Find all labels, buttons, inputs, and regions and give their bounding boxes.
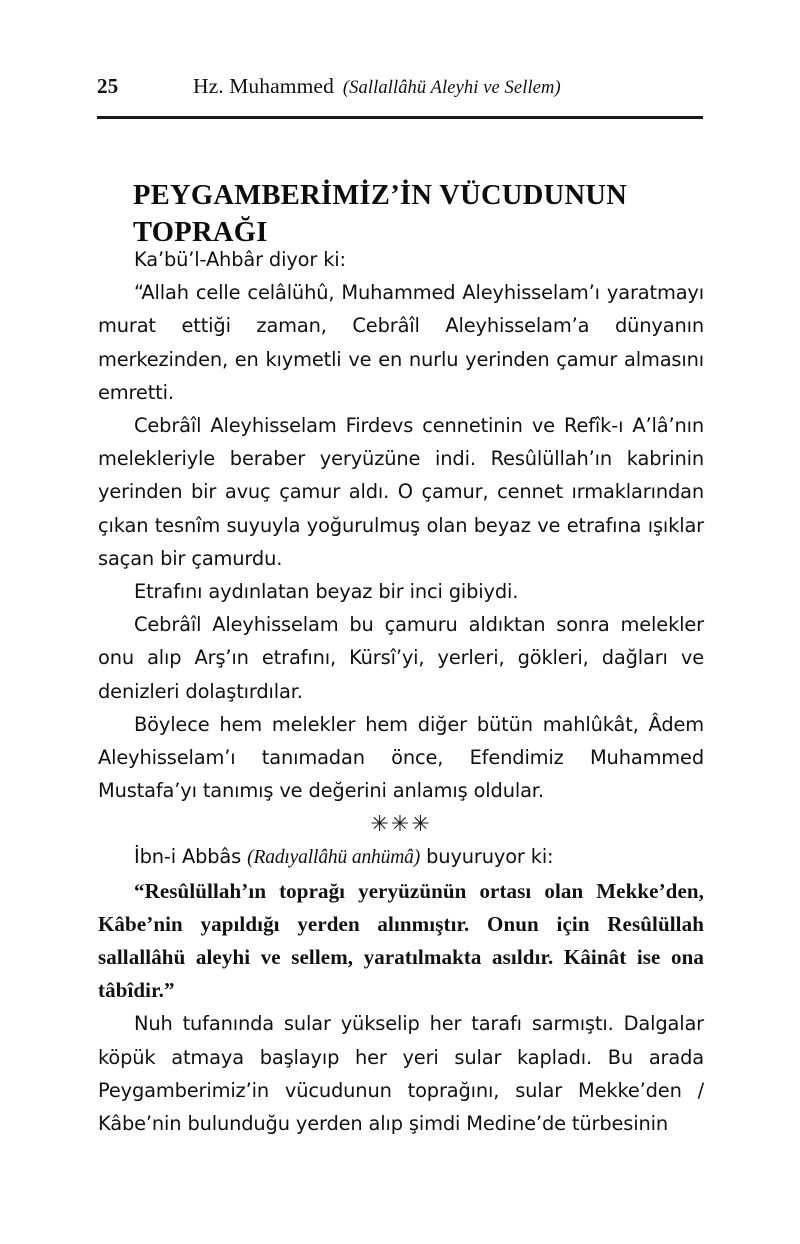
header-book-title: Hz. Muhammed [193, 74, 334, 98]
header-divider-rule [97, 116, 703, 119]
header-honorific: (Sallallâhü Aleyhi ve Sellem) [342, 78, 561, 98]
paragraph-quote-opening: “Allah celle celâlühû, Muhammed Aleyhisselam’ı yaratmayı murat ettiği zaman, Cebrâîl Aleyhisselam’a dünyanın merkezinden, en kıymetli ve en nurlu yerinden çamur almasını emretti. [98, 281, 704, 404]
paragraph-intro: Ka’bü’l-Ahbâr diyor ki: [134, 248, 346, 271]
page-title: PEYGAMBERİMİZ’İN VÜCUDUNUN TOPRAĞI [133, 180, 628, 249]
paragraph-flood-narrative: Nuh tufanında sular yükselip her tarafı sarmıştı. Dalgalar köpük atmaya başlayıp her yeri sular kapladı. Bu arada Peygamberimiz’in vücudunun toprağını, sular Mekke’den / Kâbe’nin bulunduğu yerden alıp şimdi Medine’de türbesinin [98, 1012, 704, 1136]
paragraph-attribution [98, 840, 704, 874]
attribution-name: İbn-i Abbâs [134, 845, 242, 869]
paragraph-angels-tour: Cebrâîl Aleyhisselam bu çamuru aldıktan sonra melekler onu alıp Arş’ın etrafını, Kürsî’yi, yerleri, gökleri, dağları ve denizleri dolaştırdılar. [98, 613, 704, 703]
paragraph-pearl: Etrafını aydınlatan beyaz bir inci gibiydi. [134, 580, 519, 604]
section-divider-asterisks: ✳✳✳ [370, 811, 432, 837]
running-header [97, 74, 703, 108]
paragraph-recognition: Böylece hem melekler hem diğer bütün mahlûkât, Âdem Aleyhisselam’ı tanımadan önce, Efendimiz Muhammed Mustafa’yı tanımış ve değerini anlamış oldular. [98, 712, 704, 803]
attribution-suffix: buyuruyor ki: [426, 845, 554, 869]
paragraph-bold-hadith-quote: “Resûlüllah’ın toprağı yeryüzünün ortası olan Mekke’den, Kâbe’nin yapıldığı yerden alınmıştır. Onun için Resûlüllah sallallâhü aleyhi ve sellem, yaratılmakta asıldır. Kâinât ise ona tâbîdir.” [98, 878, 704, 1003]
paragraph-cebrail-descent: Cebrâîl Aleyhisselam Firdevs cennetinin ve Refîk-ı A’lâ’nın melekleriyle beraber yeryüzüne indi. Resûlüllah’ın kabrinin yerinden bir avuç çamur aldı. O çamur, cennet ırmaklarından çıkan tesnîm suyuyla yoğurulmuş olan beyaz ve etrafına ışıklar saçan bir çamurdu. [98, 414, 704, 570]
attribution-honorific: (Radıyallâhü anhümâ) [247, 847, 421, 869]
body-text-block [98, 243, 704, 1140]
page-number: 25 [97, 74, 119, 98]
